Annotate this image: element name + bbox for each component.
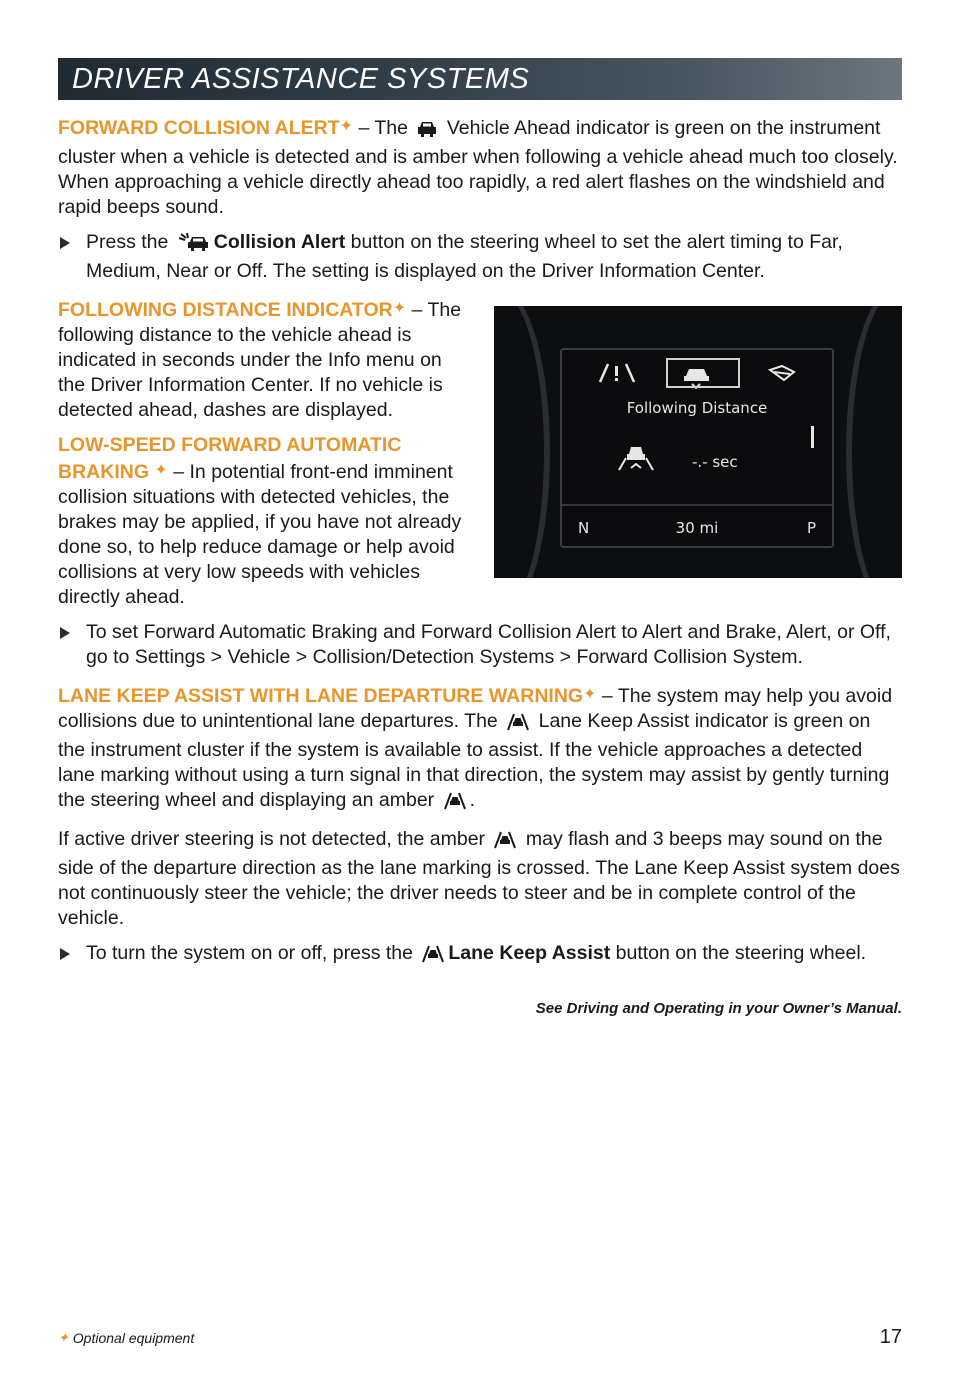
- page-content: [58, 114, 902, 1021]
- following-distance-figure: [494, 306, 902, 578]
- optional-star-icon: ✦: [392, 300, 407, 317]
- lka-bullet: [58, 941, 902, 970]
- lka-para2-a: If active driver steering is not detected, the amber: [58, 828, 491, 850]
- lka-bullet-b: button on the steering wheel.: [610, 942, 867, 964]
- gear-indicator-left: N: [578, 519, 590, 537]
- section-banner: [58, 58, 902, 100]
- banner-title: DRIVER ASSISTANCE SYSTEMS: [72, 63, 530, 95]
- fca-bullet-b: button on the steering wheel to set the alert timing to Far, Medium, Near or Off. The setting is displayed on the Driver Information Center.: [86, 231, 843, 282]
- lsfab-heading: LOW-SPEED FORWARD AUTOMATIC BRAKING: [58, 434, 402, 483]
- screen-status-bar: [562, 504, 832, 546]
- optional-star-icon: ✦: [583, 686, 597, 703]
- lane-keep-assist-icon: [421, 943, 445, 970]
- lane-keep-assist-label: Lane Keep Assist: [448, 942, 611, 964]
- screen-scroll-indicator: [811, 426, 814, 448]
- gear-indicator-right: P: [806, 519, 816, 537]
- vehicle-ahead-icon: [416, 120, 438, 145]
- lka-para2-b: may flash and 3 beeps may sound on the side of the departure direction as the lane marking is crossed. The Lane Keep Assist system does not continuously steer the vehicle; the driver needs to steer and be in complete control of the vehicle.: [58, 828, 900, 929]
- lka-text-b: Lane Keep Assist indicator is green on the instrument cluster if the system is available to assist. If the vehicle approaches a detected lane marking without using a turn signal in that direction, the system may assist by gently turning the steering wheel and displaying an amber: [58, 710, 890, 811]
- page-number: 17: [879, 1326, 902, 1348]
- optional-star-icon: ✦: [58, 1330, 69, 1345]
- lka-text-a: – The system may help you avoid collisions due to unintentional lane departures. The: [58, 685, 893, 732]
- screen-title: Following Distance: [626, 399, 768, 417]
- collision-alert-label: Collision Alert: [213, 231, 346, 253]
- optional-star-icon: ✦: [339, 118, 354, 135]
- fca-text-a: – The: [353, 117, 414, 139]
- lsfab-text: – In potential front-end imminent collision situations with detected vehicles, the brakes may be applied, if you have not already done so, to help reduce damage or help avoid collisions at very low speeds with vehicles directly ahead.: [58, 461, 462, 608]
- lka-bullet-a: To turn the system on or off, press the: [86, 942, 419, 964]
- collision-alert-icon: [177, 232, 211, 259]
- lka-paragraph: [58, 682, 902, 817]
- fdi-heading: FOLLOWING DISTANCE INDICATOR: [58, 299, 393, 321]
- fdi-text: – The following distance to the vehicle ahead is indicated in seconds under the Info menu on the Driver Information Center. If no vehicle is detected ahead, dashes are displayed.: [58, 299, 462, 421]
- footnote: [58, 1330, 194, 1346]
- lka-text-c: .: [469, 789, 475, 811]
- fca-heading: FORWARD COLLISION ALERT: [58, 117, 340, 139]
- lane-keep-assist-icon: [443, 790, 467, 817]
- selected-tab: [666, 358, 740, 388]
- lka-paragraph-2: [58, 827, 902, 931]
- owners-manual-reference: See Driving and Operating in your Owner’s Manual.: [535, 1000, 902, 1017]
- fca-paragraph: [58, 114, 902, 220]
- lane-keep-assist-icon: [493, 829, 517, 856]
- screen-distance-value: -.- sec: [692, 453, 738, 471]
- bullet-arrow-icon: [60, 948, 70, 960]
- screen-tab-bar: [570, 358, 824, 390]
- footnote-text: Optional equipment: [68, 1330, 195, 1346]
- lsfab-bullet: [58, 620, 902, 670]
- left-gauge: [494, 306, 550, 578]
- bullet-arrow-icon: [60, 237, 70, 249]
- lka-heading: LANE KEEP ASSIST WITH LANE DEPARTURE WARNING: [58, 685, 584, 707]
- fca-text-b: Vehicle Ahead indicator is green on the instrument cluster when a vehicle is detected and is amber when following a vehicle ahead much too closely. When approaching a vehicle directly ahead too rapidly, a red alert flashes on the windshield and rapid beeps sound.: [58, 117, 898, 218]
- lane-keep-assist-icon: [506, 711, 530, 738]
- bullet-arrow-icon: [60, 627, 70, 639]
- optional-star-icon: ✦: [154, 462, 168, 479]
- fca-bullet: [58, 230, 902, 284]
- fca-bullet-a: Press the: [86, 231, 174, 253]
- range-indicator: 30 mi: [675, 519, 719, 537]
- right-gauge: [846, 306, 902, 578]
- driver-info-screen: [560, 348, 834, 548]
- lane-vehicle-icon: [616, 440, 656, 472]
- lsfab-bullet-text: To set Forward Automatic Braking and Forward Collision Alert to Alert and Brake, Alert, or Off, go to Settings > Vehicle > Collision/Detection Systems > Forward Collision System.: [86, 621, 891, 668]
